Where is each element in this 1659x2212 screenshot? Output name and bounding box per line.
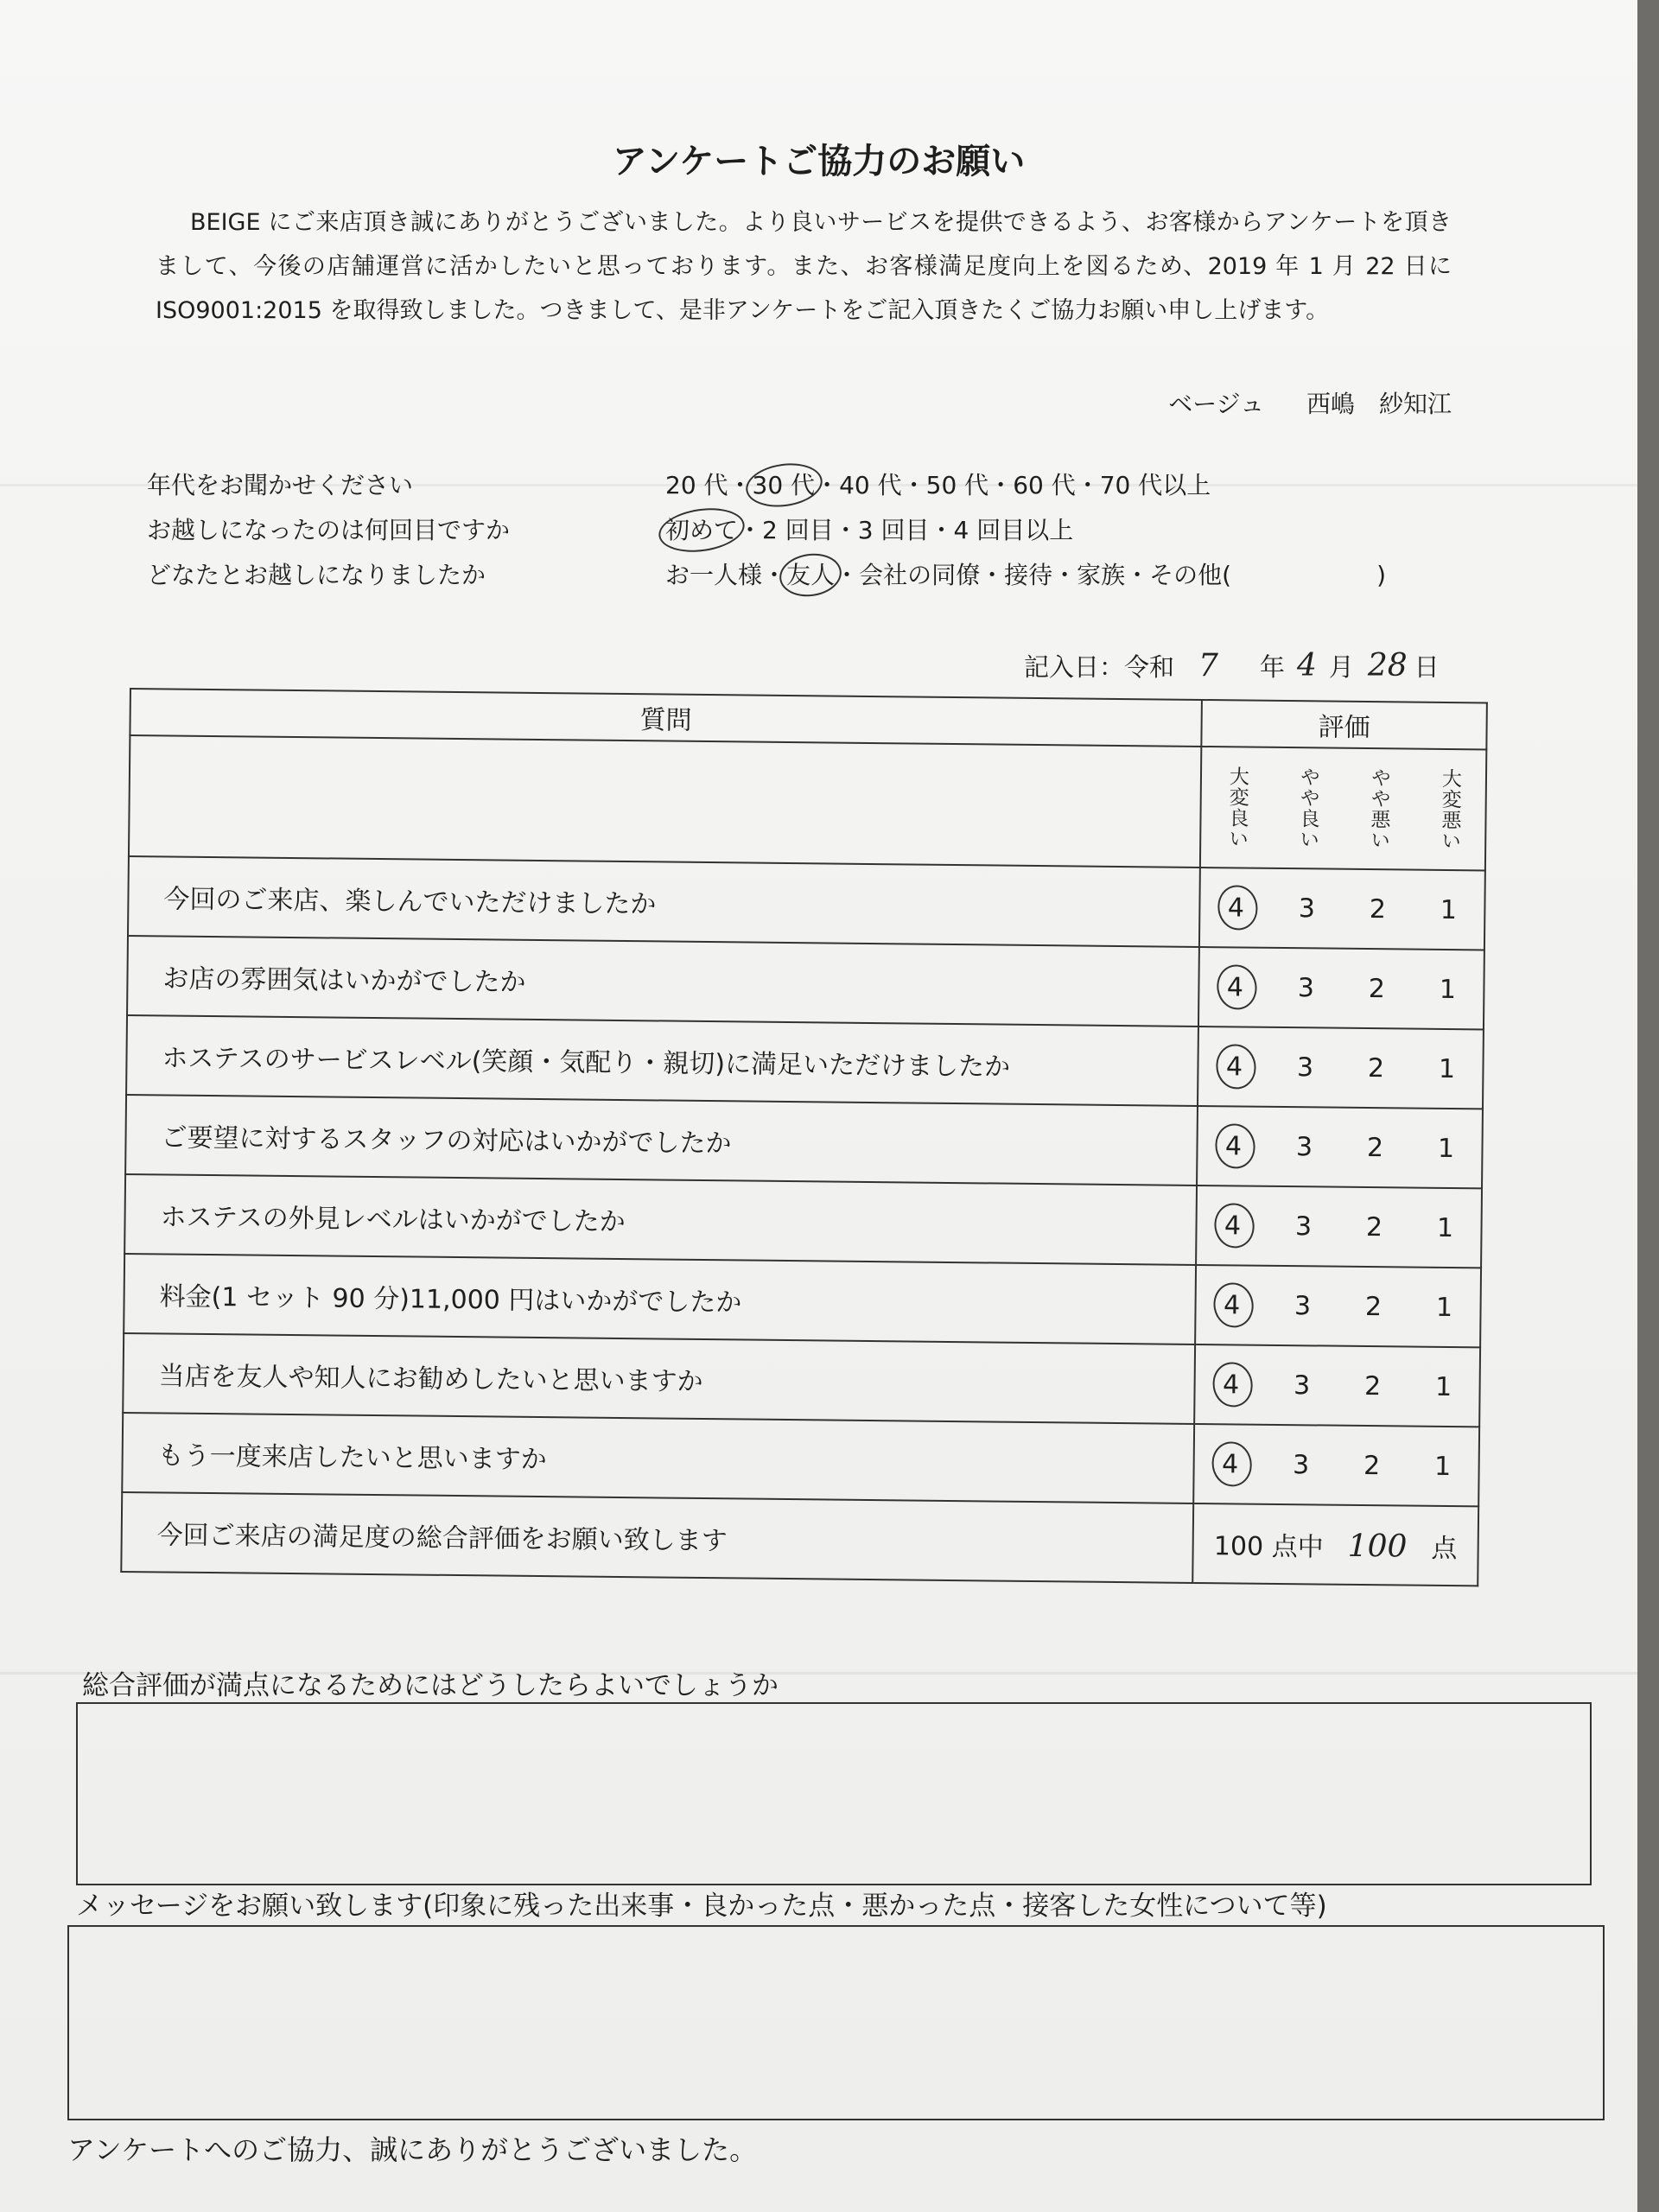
score-3[interactable]: 3 (1293, 1370, 1311, 1401)
visit-count-option[interactable]: 2 回目 (762, 516, 834, 544)
table-row (127, 936, 1484, 1029)
score-4-selected[interactable]: 4 (1213, 1131, 1253, 1161)
page-title: アンケートご協力のお願い (612, 142, 1026, 181)
question-text: ホステスのサービスレベル(笑顔・気配り・親切)に満足いただけましたか (126, 1015, 1198, 1106)
blank-header-cell (129, 735, 1201, 868)
visit-count-option[interactable]: 4 回目以上 (953, 516, 1074, 544)
score-2[interactable]: 2 (1366, 1132, 1384, 1163)
age-option[interactable]: 60 代 (1013, 471, 1076, 499)
date-month-unit: 月 (1328, 652, 1354, 682)
total-score-value[interactable]: 100 (1347, 1528, 1408, 1565)
signature-name: 西嶋 紗知江 (1306, 390, 1452, 418)
rating-label-very-bad: 大変悪い (1438, 767, 1462, 852)
score-4-selected[interactable]: 4 (1214, 1052, 1254, 1082)
message-label: メッセージをお願い致します(印象に残った出来事・良かった点・悪かった点・接客した女性について等) (76, 1891, 1327, 1922)
score-options (1198, 1027, 1484, 1109)
score-options (1198, 947, 1484, 1029)
rating-labels-cell (1200, 747, 1486, 870)
total-score-row (121, 1492, 1478, 1586)
score-1[interactable]: 1 (1436, 1212, 1454, 1243)
score-2[interactable]: 2 (1369, 893, 1387, 925)
rating-label-bad: やや悪い (1367, 767, 1391, 851)
signature-shop: ベージュ (1168, 390, 1265, 418)
score-options (1194, 1344, 1480, 1427)
score-4-selected[interactable]: 4 (1211, 1370, 1250, 1400)
date-day-unit: 日 (1414, 652, 1440, 682)
companion-options: お一人様・友人・会社の同僚・接待・家族・その他( ) (665, 561, 1387, 589)
table-row (124, 1254, 1481, 1347)
rating-label-good: やや良い (1296, 766, 1320, 850)
age-option[interactable]: 50 代 (925, 471, 989, 499)
total-score-cell (1192, 1503, 1478, 1586)
message-input[interactable] (67, 1925, 1605, 2120)
visit-count-option-selected[interactable]: 初めて (665, 516, 739, 544)
visit-count-options: 初めて・2 回目・3 回目・4 回目以上 (665, 516, 1074, 544)
score-1[interactable]: 1 (1437, 1133, 1455, 1164)
signature (1168, 385, 1452, 420)
score-1[interactable]: 1 (1434, 1371, 1452, 1402)
score-3[interactable]: 3 (1295, 1131, 1313, 1162)
score-1[interactable]: 1 (1440, 894, 1458, 925)
total-score-label: 今回ご来店の満足度の総合評価をお願い致します (121, 1492, 1193, 1583)
score-4-selected[interactable]: 4 (1210, 1449, 1249, 1479)
score-3[interactable]: 3 (1297, 972, 1315, 1003)
age-option[interactable]: 20 代 (665, 471, 728, 499)
score-options (1195, 1265, 1481, 1347)
score-2[interactable]: 2 (1363, 1370, 1382, 1402)
rating-table (120, 688, 1488, 1586)
rating-column-header: 評価 (1201, 700, 1487, 749)
improvement-label: 総合評価が満点になるためにはどうしたらよいでしょうか (82, 1670, 779, 1701)
improvement-input[interactable] (76, 1702, 1592, 1885)
table-row (124, 1174, 1482, 1268)
companion-label: どなたとお越しになりましたか (147, 561, 486, 589)
table-row (128, 856, 1485, 950)
companion-option-other[interactable]: その他( ) (1149, 561, 1387, 589)
table-row (125, 1095, 1483, 1188)
date-month-value[interactable]: 4 (1296, 648, 1317, 683)
score-1[interactable]: 1 (1435, 1292, 1453, 1323)
score-2[interactable]: 2 (1368, 973, 1386, 1004)
score-2[interactable]: 2 (1364, 1291, 1382, 1322)
score-2[interactable]: 2 (1363, 1450, 1381, 1481)
score-3[interactable]: 3 (1292, 1449, 1310, 1480)
score-options (1196, 1185, 1482, 1268)
score-3[interactable]: 3 (1294, 1211, 1313, 1242)
companion-option[interactable]: 家族 (1077, 561, 1126, 589)
closing-message: アンケートへのご協力、誠にありがとうございました。 (67, 2133, 758, 2166)
question-text: ホステスの外見レベルはいかがでしたか (124, 1174, 1197, 1265)
companion-option[interactable]: 接待 (1004, 561, 1053, 589)
table-row (126, 1015, 1484, 1109)
date-year-value[interactable]: 7 (1198, 648, 1218, 683)
question-column-header: 質問 (130, 689, 1201, 747)
rating-labels-row (129, 735, 1486, 870)
date-day-value[interactable]: 28 (1367, 648, 1408, 683)
companion-option-selected[interactable]: 友人 (786, 561, 836, 589)
question-text: 今回のご来店、楽しんでいただけましたか (128, 856, 1200, 947)
score-options (1193, 1424, 1479, 1506)
score-4-selected[interactable]: 4 (1212, 1211, 1252, 1241)
intro-paragraph: BEIGE にご来店頂き誠にありがとうございました。より良いサービスを提供できるよう、お客様からアンケートを頂きまして、今後の店舗運営に活かしたいと思っております。また、お客様満足度向上を図るため、2019 年 1 月 22 日に ISO9001:2015 を取得致しました。つきまして、是非アンケートをご記入頂きたくご協力お願い申し上げます。 (156, 209, 1452, 324)
question-text: 料金(1 セット 90 分)11,000 円はいかがでしたか (124, 1254, 1196, 1344)
score-2[interactable]: 2 (1365, 1211, 1383, 1243)
score-options (1199, 868, 1485, 950)
companion-question (147, 556, 1478, 594)
score-1[interactable]: 1 (1433, 1451, 1452, 1482)
rating-label-very-good: 大変良い (1225, 766, 1249, 849)
score-4-selected[interactable]: 4 (1216, 893, 1255, 923)
score-1[interactable]: 1 (1439, 974, 1457, 1005)
date-year-unit: 年 (1259, 652, 1285, 682)
score-3[interactable]: 3 (1294, 1290, 1312, 1321)
score-1[interactable]: 1 (1438, 1053, 1456, 1084)
visit-count-label: お越しになったのは何回目ですか (147, 516, 511, 544)
visit-count-question (147, 512, 1478, 550)
date-prefix: 記入日：令和 (1024, 652, 1175, 682)
age-question-label: 年代をお聞かせください (147, 471, 414, 499)
question-text: お店の雰囲気はいかがでしたか (127, 936, 1199, 1027)
companion-option[interactable]: 会社の同僚 (859, 561, 981, 589)
question-text: もう一度来店したいと思いますか (122, 1413, 1194, 1503)
score-3[interactable]: 3 (1296, 1052, 1314, 1083)
total-score-prefix: 100 点中 (1213, 1531, 1324, 1563)
score-options (1197, 1106, 1483, 1188)
age-option[interactable]: 40 代 (839, 471, 902, 499)
visit-count-option[interactable]: 3 回目 (857, 516, 930, 544)
table-row (123, 1333, 1480, 1427)
age-option-selected[interactable]: 30 代 (752, 471, 816, 499)
age-options: 20 代・30 代・40 代・50 代・60 代・70 代以上 (665, 471, 1211, 499)
companion-option[interactable]: お一人様 (665, 561, 763, 589)
score-3[interactable]: 3 (1298, 893, 1316, 924)
total-score-suffix: 点 (1431, 1533, 1458, 1565)
table-row (122, 1413, 1479, 1506)
score-2[interactable]: 2 (1367, 1052, 1385, 1084)
question-text: 当店を友人や知人にお勧めしたいと思いますか (123, 1333, 1195, 1424)
entry-date (1024, 648, 1440, 683)
question-text: ご要望に対するスタッフの対応はいかがでしたか (125, 1095, 1198, 1185)
score-4-selected[interactable]: 4 (1211, 1290, 1251, 1320)
score-4-selected[interactable]: 4 (1215, 972, 1255, 1002)
age-question (147, 467, 1478, 505)
age-option[interactable]: 70 代以上 (1099, 471, 1211, 499)
